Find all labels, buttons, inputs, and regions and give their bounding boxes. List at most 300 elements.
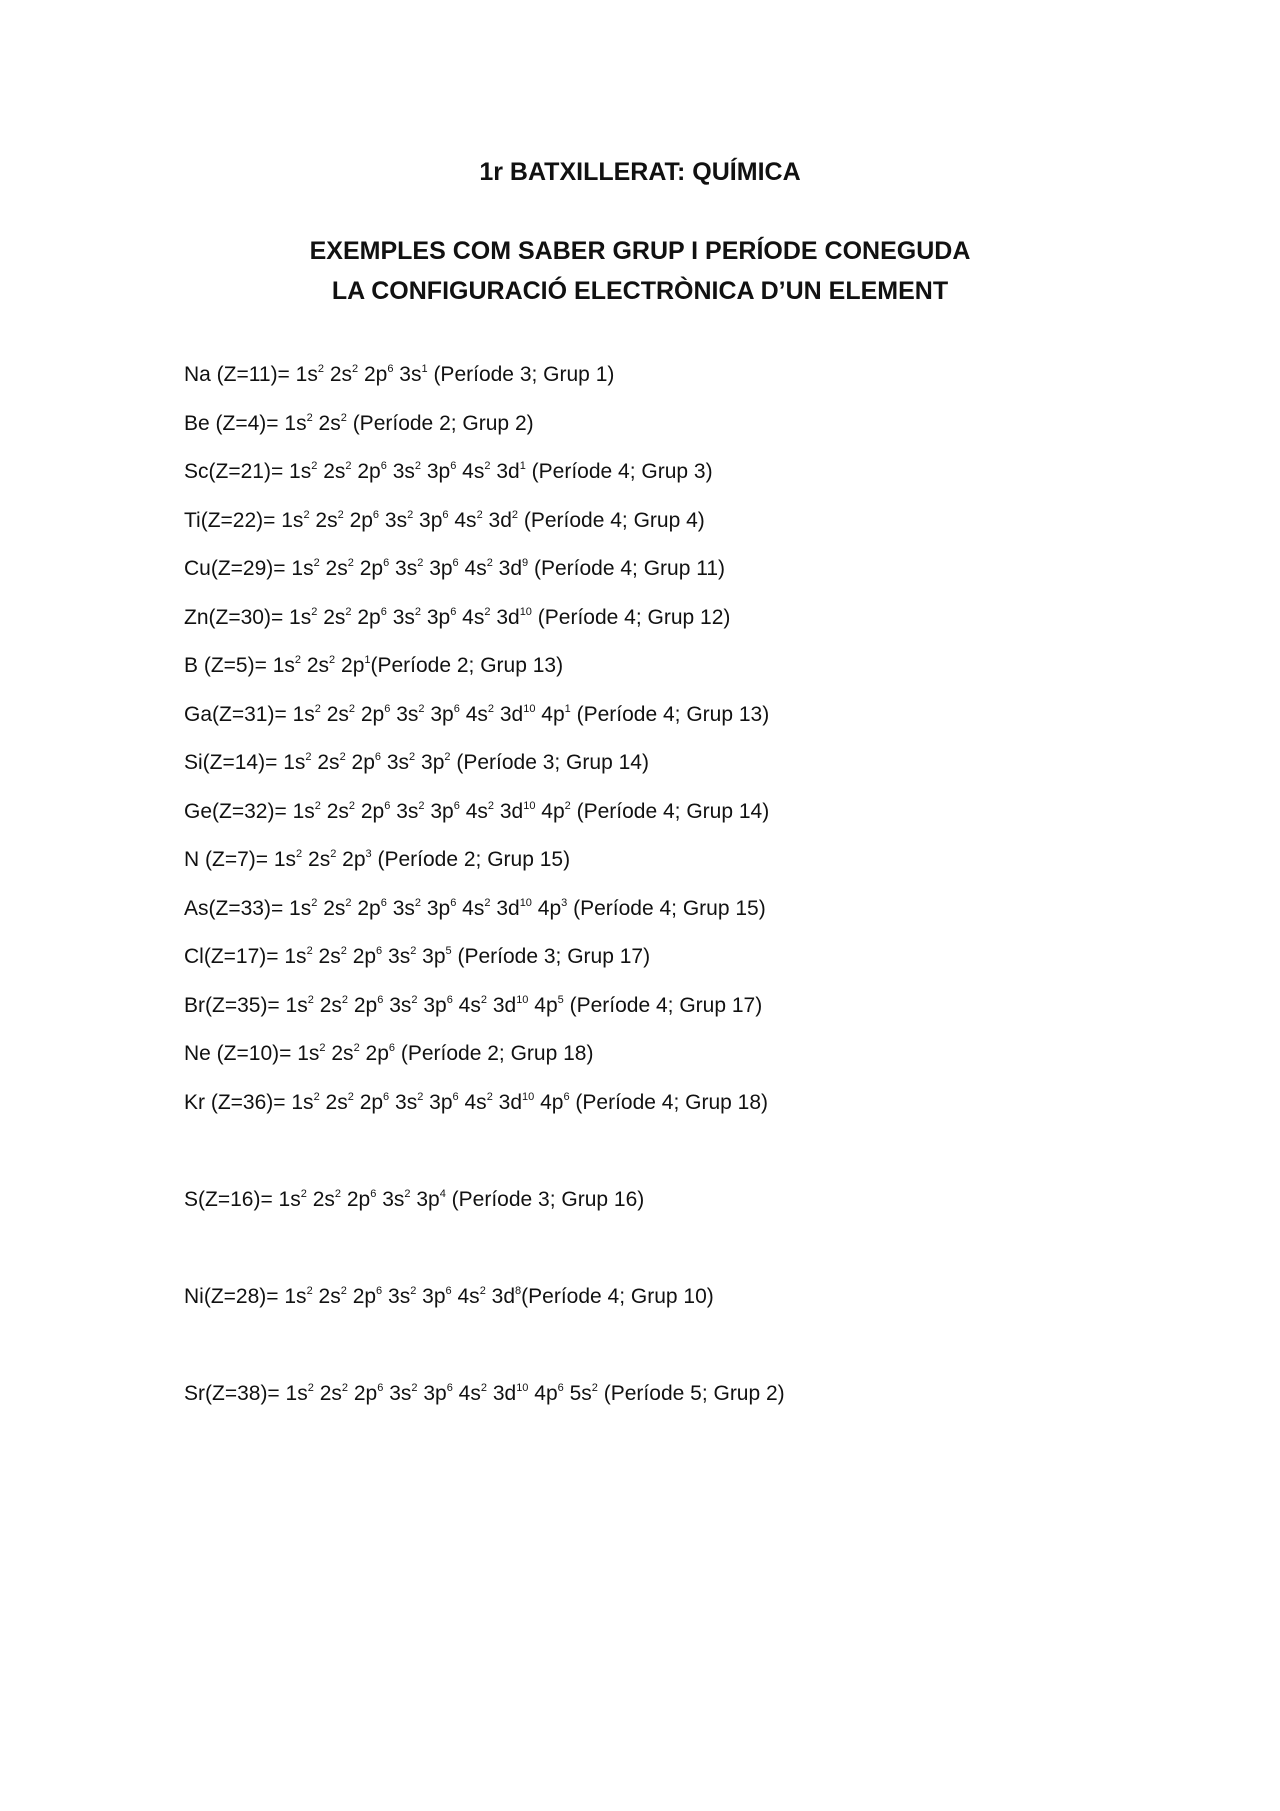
element-label: Sr(Z=38)= [184,1381,286,1405]
electron-count: 2 [417,1090,424,1103]
electron-count: 2 [414,605,421,618]
orbital-name: 4p [540,1090,564,1114]
orbital-name: 3p [422,1284,446,1308]
configuration-line [184,1282,1184,1331]
electron-count: 2 [306,411,313,424]
orbital-name: 3s [395,1090,418,1114]
orbital-name: 2s [318,1284,341,1308]
orbital [496,897,532,920]
electron-count: 6 [377,1381,384,1394]
period-group-label: (Període 2; Grup 18) [395,1042,594,1065]
electron-count: 2 [480,993,487,1006]
period-group-label: (Període 4; Grup 15) [567,896,766,920]
period-group-label: (Període 3; Grup 17) [451,945,651,968]
electron-count: 1 [421,363,428,375]
orbital-name: 3s [384,508,408,532]
orbital-name: 3s [392,460,415,483]
orbital [396,800,424,823]
orbital [422,945,451,968]
orbital-name: 3p [419,508,443,532]
orbital-name: 2s [331,1042,354,1065]
orbital [293,800,321,823]
orbital-name: 2p [357,460,381,483]
period-group-label: (Període 4; Grup 4) [518,508,705,532]
electron-count: 2 [511,508,519,521]
orbital [360,557,389,580]
electron-count: 6 [450,460,457,472]
configuration-line [184,409,1184,458]
electron-count: 2 [411,993,418,1006]
orbital [350,509,379,532]
electron-count: 6 [374,751,382,763]
electron-count: 2 [314,702,321,715]
orbital [465,1091,493,1114]
orbital-name: 3p [426,896,451,920]
period-group-label: (Període 4; Grup 14) [570,799,770,823]
orbital-name: 1s [285,1381,308,1405]
orbital [462,460,490,483]
electron-count: 6 [372,508,380,521]
electron-count: 2 [410,1284,417,1297]
configuration-line [184,991,1184,1040]
orbital [289,606,317,629]
electron-count: 2 [300,1187,307,1200]
electron-count: 2 [476,508,483,521]
orbital [389,994,417,1017]
orbital-name: 2s [318,411,341,435]
orbital-name: 3s [396,799,419,823]
element-label: Na (Z=11)= [184,363,296,386]
electron-count: 2 [418,799,425,812]
orbital-name: 2s [319,1381,342,1405]
orbital [291,1091,319,1114]
orbital-name: 3p [423,1381,447,1405]
orbital-name: 2s [323,896,346,920]
orbital [540,1091,569,1114]
orbital [330,363,358,386]
orbital-name: 3s [389,993,412,1017]
element-label: Kr (Z=36)= [184,1090,292,1114]
electron-count: 2 [484,896,491,909]
orbital-name: 1s [278,1187,301,1211]
orbital [499,557,528,580]
electron-count: 2 [303,508,310,521]
orbital [320,994,348,1017]
orbital-name: 3p [423,993,447,1017]
period-group-label: (Període 2; Grup 15) [371,848,571,871]
orbital-name: 2p [342,848,366,871]
orbital-name: 2p [352,945,377,968]
electron-count: 2 [340,411,347,424]
document-subtitle-line-1: EXEMPLES COM SABER GRUP I PERÍODE CONEGUDA [309,237,971,265]
electron-count: 6 [370,1187,377,1200]
orbital-name: 3s [392,605,415,629]
orbital [385,509,413,532]
electron-count: 2 [329,654,336,666]
orbital-name: 2p [359,1090,384,1114]
electron-count: 10 [522,1090,535,1103]
orbital-name: 2p [346,1187,371,1211]
orbital [319,945,347,968]
configuration-line [184,554,1184,603]
electron-count: 2 [317,363,324,375]
orbital [331,1042,359,1065]
electron-count: 2 [294,654,302,666]
document-subtitle-line-2: LA CONFIGURACIÓ ELECTRÒNICA D’UN ELEMENT [331,277,949,305]
orbital [273,654,301,677]
configuration-line [184,942,1184,991]
period-group-label: (Període 3; Grup 16) [445,1187,645,1211]
orbital [496,606,532,629]
orbital [423,994,452,1017]
period-group-label: (Període 3; Grup 1) [427,363,615,386]
orbital-name: 1s [292,702,315,726]
orbital [357,897,386,920]
orbital-name: 4p [537,896,562,920]
orbital [341,654,370,677]
electron-count: 2 [341,1381,349,1394]
electron-count: 5 [445,945,452,957]
orbital [427,606,456,629]
orbital [489,509,518,532]
electron-count: 3 [365,848,372,860]
orbital [293,703,321,726]
element-label: Si(Z=14)= [184,751,284,774]
element-label: Cu(Z=29)= [184,557,292,580]
orbital [281,509,309,532]
electron-count: 2 [409,751,416,763]
orbital [319,412,347,435]
orbital-name: 3p [429,557,453,580]
orbital-name: 3p [426,605,451,629]
electron-count: 2 [348,702,356,715]
period-group-label: (Període 2; Grup 13) [370,654,564,677]
configuration-line [184,1185,1184,1234]
element-label: Ge(Z=32)= [184,799,293,823]
orbital-name: 1s [295,363,318,386]
element-label: Ti(Z=22)= [184,508,282,532]
orbital [284,412,312,435]
orbital [360,1091,389,1114]
orbital [421,751,450,774]
electron-count: 2 [486,557,493,569]
electron-count: 5 [557,993,564,1006]
orbital-name: 3p [422,945,446,968]
orbital-name: 2s [325,557,348,580]
electron-count: 2 [407,508,414,521]
orbital [462,606,490,629]
period-group-label: (Període 4; Grup 10) [521,1284,714,1308]
orbital [458,1285,486,1308]
configuration-line [184,748,1184,797]
orbital [541,800,570,823]
orbital-name: 1s [289,896,312,920]
orbital [388,1285,416,1308]
orbital-name: 3d [496,605,520,629]
configuration-line [184,845,1184,894]
orbital-name: 3d [498,557,523,580]
period-group-label: (Període 4; Grup 18) [569,1090,769,1114]
electron-count: 2 [347,1090,354,1103]
orbital [352,751,381,774]
orbital [395,1091,423,1114]
orbital [500,703,536,726]
electron-count: 2 [404,1187,411,1200]
orbital-name: 4s [454,508,477,532]
electron-count: 6 [376,1284,383,1297]
orbital [427,897,456,920]
electron-count: 1 [519,460,526,472]
electron-count: 2 [341,993,349,1006]
orbital [395,557,423,580]
orbital-name: 4s [462,896,485,920]
orbital [427,460,456,483]
electron-count: 8 [515,1284,522,1297]
orbital-name: 4s [462,605,485,629]
orbital [466,703,494,726]
orbital-name: 3p [416,1187,440,1211]
electron-count: 2 [444,751,451,763]
orbital [313,1188,341,1211]
electron-count: 2 [307,993,314,1006]
electron-count: 2 [339,751,346,763]
orbital [291,557,319,580]
configuration-line [184,1039,1184,1088]
element-label: Sc(Z=21)= [184,460,290,483]
orbital-name: 1s [291,1090,314,1114]
orbital [387,751,415,774]
orbital-name: 3s [392,896,415,920]
orbital [283,751,311,774]
electron-count: 6 [452,557,459,569]
orbital-name: 4p [534,993,558,1017]
orbital-name: 4p [541,702,565,726]
element-label: Zn(Z=30)= [184,605,290,629]
electron-count: 2 [311,605,318,618]
electron-count: 4 [439,1187,446,1200]
electron-count: 6 [453,799,460,812]
orbital-name: 2p [352,1284,377,1308]
orbital [500,800,536,823]
orbital [354,1382,383,1405]
orbital [279,1188,307,1211]
electron-count: 2 [352,363,359,375]
orbital [493,1382,529,1405]
orbital-name: 3p [430,702,454,726]
electron-count: 2 [414,896,421,909]
electron-count: 6 [383,1090,390,1103]
orbital-name: 4p [534,1381,558,1405]
orbital [308,848,336,871]
orbital [284,945,312,968]
orbital-name: 3s [399,363,422,386]
orbital [320,1382,348,1405]
orbital [422,1285,451,1308]
configuration-line [184,1379,1184,1428]
orbital-name: 3p [426,460,451,483]
electron-count: 2 [313,557,320,569]
orbital-name: 2s [319,993,342,1017]
orbital-name: 3d [491,1284,516,1308]
orbital-name: 1s [285,993,308,1017]
orbital-name: 3p [429,1090,453,1114]
orbital-name: 3d [496,896,520,920]
electron-count: 2 [486,1090,493,1103]
orbital [499,1091,535,1114]
orbital [274,848,302,871]
electron-count: 2 [337,508,344,521]
electron-count: 2 [348,799,356,812]
orbital [492,1285,521,1308]
electron-count: 6 [383,557,390,569]
electron-count: 6 [384,702,391,715]
orbital [430,703,459,726]
orbital-name: 2s [317,751,340,774]
element-label: Be (Z=4)= [184,411,285,435]
orbital-name: 3p [421,751,445,774]
electron-count: 2 [353,1042,360,1054]
orbital-name: 2s [325,1090,348,1114]
electron-count: 6 [450,605,457,618]
electron-count: 6 [453,702,460,715]
orbital [361,703,390,726]
element-label: N (Z=7)= [184,848,274,871]
period-group-label: (Període 2; Grup 2) [346,411,534,435]
orbital [315,509,343,532]
orbital [327,800,355,823]
orbital-name: 1s [273,848,297,871]
orbital-name: 3d [499,702,524,726]
orbital [284,1285,312,1308]
orbital-name: 2s [326,799,349,823]
configuration-line [184,894,1184,943]
orbital-name: 3s [382,1187,405,1211]
electron-count: 6 [380,460,387,472]
element-label: Br(Z=35)= [184,993,286,1017]
electron-count: 6 [380,896,387,909]
orbital [393,606,421,629]
orbital [430,800,459,823]
orbital-name: 3s [389,1381,412,1405]
orbital-name: 4s [465,702,488,726]
element-label: B (Z=5)= [184,654,273,677]
orbital [399,363,427,386]
orbital-name: 2p [351,751,375,774]
orbital-name: 1s [272,654,295,677]
configuration-line [184,506,1184,555]
orbital [354,994,383,1017]
orbital-name: 3d [492,1381,517,1405]
electron-configuration-list [184,360,1184,1427]
orbital [466,800,494,823]
electron-count: 2 [314,799,321,812]
orbital [462,897,490,920]
orbital [396,703,424,726]
orbital [297,1042,325,1065]
electron-count: 10 [523,702,536,715]
electron-count: 2 [296,848,303,860]
orbital [570,1382,598,1405]
configuration-line [184,651,1184,700]
orbital-name: 2s [323,605,346,629]
electron-count: 2 [410,945,417,957]
configuration-line [184,360,1184,409]
orbital-name: 2p [359,557,384,580]
element-label: S(Z=16)= [184,1187,279,1211]
orbital [388,945,416,968]
orbital [361,800,390,823]
orbital-name: 4s [458,1381,481,1405]
orbital-name: 1s [284,1284,307,1308]
orbital-name: 2p [341,654,365,677]
orbital [459,994,487,1017]
electron-count: 10 [516,1381,529,1394]
period-group-label: (Període 4; Grup 12) [531,605,731,629]
orbital-name: 1s [292,799,315,823]
orbital-name: 3d [492,993,517,1017]
orbital [459,1382,487,1405]
orbital-name: 5s [569,1381,592,1405]
orbital-name: 3p [430,799,454,823]
electron-count: 2 [347,557,354,569]
orbital [493,994,529,1017]
orbital [393,460,421,483]
element-label: Cl(Z=17)= [184,945,285,968]
orbital-name: 2s [308,848,331,871]
orbital [289,460,317,483]
configuration-line [184,700,1184,749]
orbital-name: 3d [488,508,512,532]
orbital [393,897,421,920]
electron-count: 10 [523,799,536,812]
electron-count: 10 [519,896,532,909]
electron-count: 2 [330,848,337,860]
period-group-label: (Període 3; Grup 14) [450,751,649,774]
electron-count: 2 [591,1381,598,1394]
element-label: Ni(Z=28)= [184,1284,285,1308]
electron-count: 2 [319,1042,326,1054]
electron-count: 6 [450,896,457,909]
orbital [286,994,314,1017]
electron-count: 2 [411,1381,418,1394]
orbital-name: 2s [318,945,341,968]
electron-count: 6 [446,1381,453,1394]
orbital-name: 3d [499,799,524,823]
orbital-name: 2p [363,363,388,386]
element-label: Ne (Z=10)= [184,1042,298,1065]
electron-count: 2 [418,702,425,715]
electron-count: 2 [311,460,318,472]
orbital-name: 3s [395,557,418,580]
orbital [389,1382,417,1405]
electron-count: 6 [446,993,453,1006]
period-group-label: (Període 4; Grup 3) [525,460,713,483]
electron-count: 2 [313,1090,320,1103]
electron-count: 6 [557,1381,564,1394]
electron-count: 2 [306,945,313,957]
orbital-name: 2p [353,993,378,1017]
orbital-name: 1s [283,751,306,774]
orbital [454,509,482,532]
orbital [323,460,351,483]
orbital [496,460,525,483]
orbital-name: 4s [465,799,488,823]
orbital-name: 2p [360,799,385,823]
orbital [286,1382,314,1405]
configuration-line [184,603,1184,652]
configuration-line [184,457,1184,506]
element-label: Ga(Z=31)= [184,702,293,726]
